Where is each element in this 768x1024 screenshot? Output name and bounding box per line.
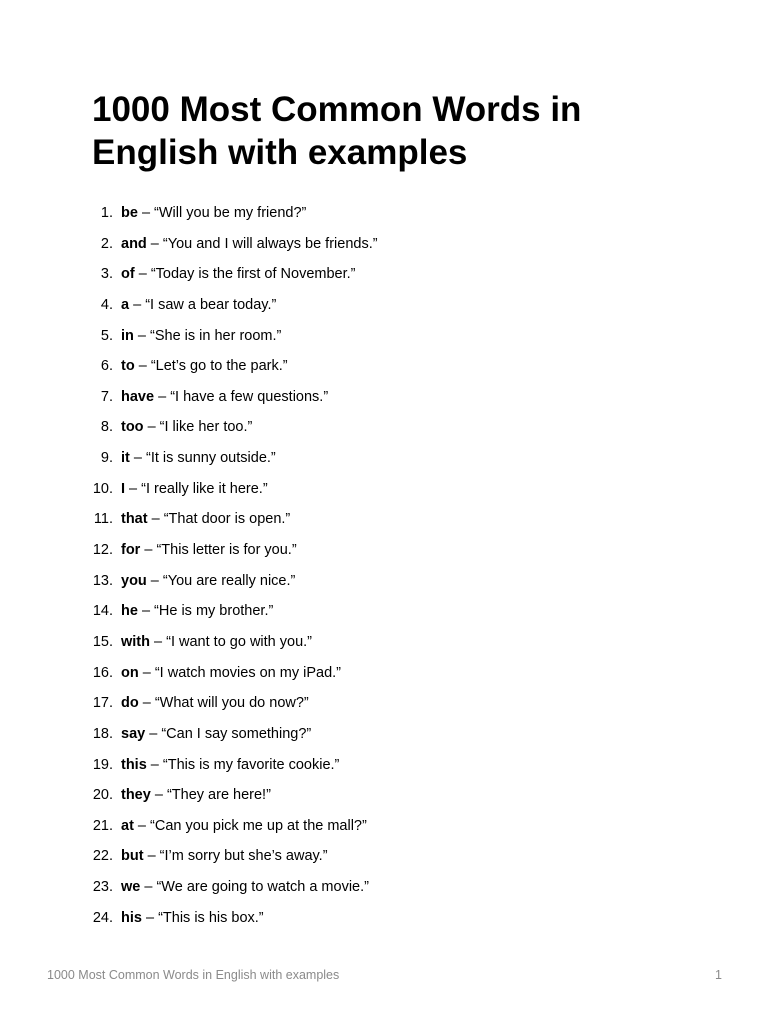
list-item	[0, 658, 768, 689]
list-item-number: 20.	[92, 787, 113, 804]
list-item-separator: –	[141, 909, 159, 926]
list-item-separator: –	[140, 542, 157, 559]
list-item	[0, 596, 768, 627]
list-item	[0, 780, 768, 811]
list-item-example: “This is his box.”	[158, 909, 264, 926]
list-item-text	[121, 596, 273, 627]
list-item-separator: –	[150, 787, 167, 804]
list-item-word: we	[121, 879, 141, 896]
list-item-text	[121, 412, 252, 443]
list-item-separator: –	[133, 327, 151, 344]
footer-title: 1000 Most Common Words in English with examples	[47, 968, 340, 982]
list-item-text	[121, 688, 309, 719]
list-item-example: “It is sunny outside.”	[145, 450, 276, 467]
list-item-number: 6.	[100, 358, 113, 375]
list-item	[0, 627, 768, 658]
list-item	[0, 412, 768, 443]
list-item-number: 12.	[92, 542, 113, 559]
list-item-number: 22.	[92, 848, 113, 865]
list-item-example: “That door is open.”	[163, 511, 291, 528]
list-item-number: 18.	[92, 725, 113, 742]
list-item-number: 3.	[100, 266, 113, 283]
list-item-separator: –	[125, 480, 142, 497]
list-item	[0, 259, 768, 290]
list-item-word: to	[121, 358, 135, 375]
list-item-text	[121, 566, 295, 597]
list-item-word: it	[121, 450, 130, 467]
list-item-number: 8.	[100, 419, 113, 436]
list-item-number: 23.	[92, 879, 113, 896]
list-item-word: they	[121, 787, 151, 804]
list-item-number: 1.	[100, 205, 113, 221]
list-item-text	[121, 351, 288, 382]
list-item-word: on	[121, 664, 139, 681]
list-item-separator: –	[146, 756, 163, 773]
list-item	[0, 688, 768, 719]
list-item	[0, 504, 768, 535]
list-item	[0, 903, 768, 934]
list-item-separator: –	[147, 511, 164, 528]
list-item-example: “I have a few questions.”	[170, 388, 329, 405]
list-item-example: “I want to go with you.”	[166, 633, 312, 650]
list-item-example: “I really like it here.”	[141, 480, 268, 497]
list-item-number: 11.	[93, 511, 113, 528]
list-item-example: “Will you be my friend?”	[154, 205, 307, 221]
list-item-separator: –	[150, 633, 167, 650]
list-item-separator: –	[137, 603, 155, 620]
list-item	[0, 229, 768, 260]
list-item-word: you	[121, 572, 147, 589]
list-item-example: “We are going to watch a movie.”	[156, 879, 369, 896]
list-item-example: “I watch movies on my iPad.”	[154, 664, 341, 681]
list-item-number: 7.	[100, 388, 113, 405]
list-item-example: “Let’s go to the park.”	[150, 358, 288, 375]
list-item-word: in	[121, 327, 134, 344]
list-item-text	[121, 535, 297, 566]
list-item-number: 2.	[100, 235, 113, 252]
list-item-example: “They are here!”	[166, 787, 271, 804]
list-item-word: with	[121, 633, 150, 650]
list-item-number: 21.	[92, 817, 113, 834]
list-item-text	[121, 321, 281, 352]
list-item-text	[121, 290, 276, 321]
list-item-text	[121, 443, 276, 474]
list-item-separator: –	[143, 848, 160, 865]
list-item-number: 17.	[92, 695, 113, 712]
list-item-separator: –	[129, 450, 146, 467]
word-list	[0, 198, 768, 933]
list-item-word: for	[121, 542, 141, 559]
list-item-separator: –	[134, 358, 151, 375]
list-item-example: “Today is the first of November.”	[150, 266, 356, 283]
list-item-number: 14.	[92, 603, 113, 620]
list-item-word: a	[121, 296, 130, 313]
list-item	[0, 811, 768, 842]
list-item	[0, 474, 768, 505]
list-item-example: “You and I will always be friends.”	[162, 235, 378, 252]
list-item-word: his	[121, 909, 142, 926]
list-item-word: I	[121, 480, 126, 497]
list-item-separator: –	[138, 664, 155, 681]
list-item-word: do	[121, 695, 139, 712]
list-item	[0, 443, 768, 474]
list-item-word: too	[121, 419, 144, 436]
list-item-number: 16.	[92, 664, 113, 681]
list-item	[0, 719, 768, 750]
list-item-text	[121, 474, 268, 505]
list-item	[0, 535, 768, 566]
list-item-text	[121, 229, 378, 260]
list-item-text	[121, 198, 306, 229]
list-item-word: of	[121, 266, 135, 283]
list-item-example: “I’m sorry but she’s away.”	[159, 848, 328, 865]
list-item-separator: –	[138, 695, 155, 712]
list-item-number: 24.	[92, 909, 113, 926]
list-item	[0, 841, 768, 872]
list-item-text	[121, 259, 356, 290]
list-item-example: “I like her too.”	[159, 419, 253, 436]
list-item	[0, 750, 768, 781]
list-item	[0, 382, 768, 413]
list-item-word: this	[121, 756, 147, 773]
list-item-separator: –	[129, 296, 146, 313]
list-item-word: but	[121, 848, 144, 865]
list-item-separator: –	[133, 817, 151, 834]
list-item-number: 5.	[100, 327, 113, 344]
list-item-word: that	[121, 511, 148, 528]
list-item-example: “You are really nice.”	[162, 572, 296, 589]
list-item-example: “What will you do now?”	[154, 695, 309, 712]
list-item-separator: –	[140, 879, 157, 896]
list-item-example: “Can I say something?”	[161, 725, 312, 742]
list-item-example: “This letter is for you.”	[156, 542, 297, 559]
list-item-text	[121, 750, 339, 781]
list-item-separator: –	[143, 419, 160, 436]
list-item-example: “She is in her room.”	[150, 327, 282, 344]
list-item-text	[121, 903, 264, 934]
list-item-word: be	[121, 205, 138, 221]
list-item-word: say	[121, 725, 146, 742]
list-item-separator: –	[154, 388, 171, 405]
list-item	[0, 872, 768, 903]
list-item-word: at	[121, 817, 134, 834]
list-item-separator: –	[145, 725, 162, 742]
list-item-number: 19.	[92, 756, 113, 773]
list-item-example: “Can you pick me up at the mall?”	[150, 817, 367, 834]
page-title: 1000 Most Common Words in English with examples	[92, 90, 582, 172]
list-item-word: have	[121, 388, 155, 405]
list-item-example: “This is my favorite cookie.”	[162, 756, 340, 773]
list-item	[0, 321, 768, 352]
list-item	[0, 351, 768, 382]
list-item-text	[121, 719, 311, 750]
list-item-separator: –	[146, 572, 163, 589]
list-item-text	[121, 811, 367, 842]
list-item-number: 13.	[92, 572, 113, 589]
list-item	[0, 290, 768, 321]
list-item-number: 10.	[92, 480, 113, 497]
list-item-text	[121, 841, 328, 872]
list-item	[0, 198, 768, 229]
list-item-separator: –	[146, 235, 163, 252]
list-item-text	[121, 627, 312, 658]
list-item-number: 15.	[92, 633, 113, 650]
list-item-separator: –	[134, 266, 151, 283]
list-item-separator: –	[137, 205, 155, 221]
list-item-text	[121, 658, 341, 689]
list-item-text	[121, 504, 290, 535]
list-item-text	[121, 872, 369, 903]
list-item-example: “I saw a bear today.”	[145, 296, 277, 313]
list-item-number: 4.	[100, 296, 113, 313]
list-item-example: “He is my brother.”	[154, 603, 274, 620]
list-item	[0, 566, 768, 597]
list-item-word: he	[121, 603, 138, 620]
list-item-number: 9.	[100, 450, 113, 467]
list-item-text	[121, 382, 328, 413]
list-item-word: and	[121, 235, 147, 252]
footer-page-number: 1	[715, 968, 722, 982]
list-item-text	[121, 780, 271, 811]
